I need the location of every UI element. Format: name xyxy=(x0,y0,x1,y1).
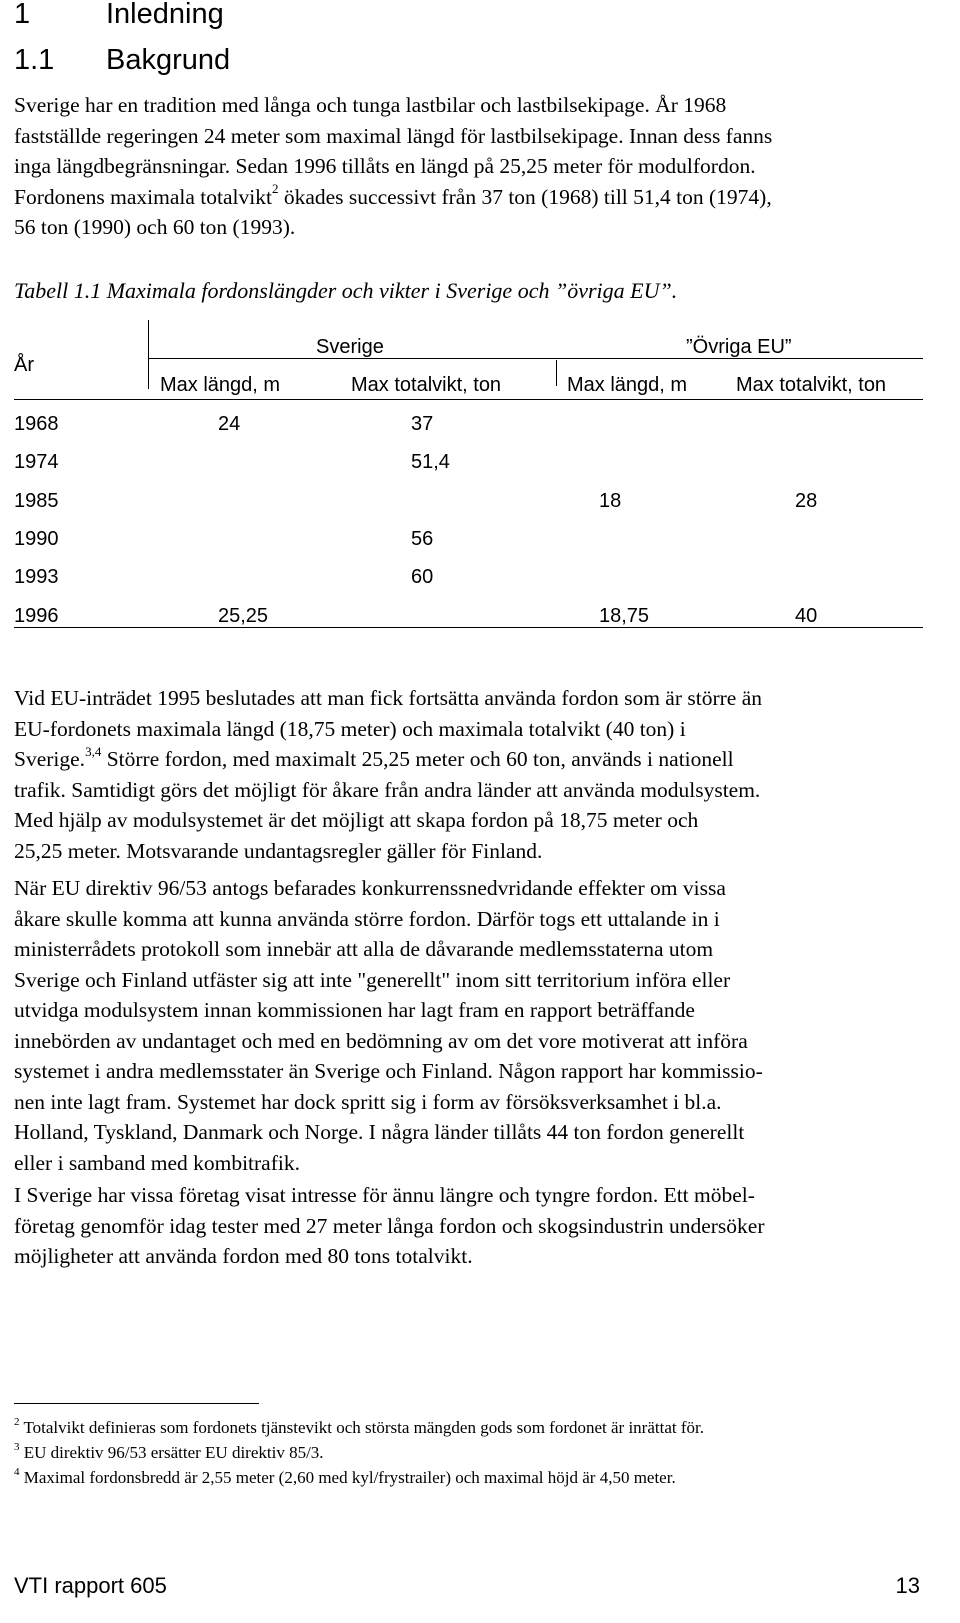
chapter-number: 1 xyxy=(14,0,31,30)
text-fragment: ökades successivt från 37 ton (1968) till 51,4 ton (1974), xyxy=(278,184,772,209)
text-line: inga längdbegränsningar. Sedan 1996 tillåts en längd på 25,25 meter för modulfordon. xyxy=(14,154,756,178)
text-line: nen inte lagt fram. Systemet har dock spritt sig i form av försöksverksamhet i bl.a. xyxy=(14,1089,722,1114)
table-cell-se-length: 24 xyxy=(218,413,241,435)
table-cell-se-weight: 37 xyxy=(411,413,434,435)
chapter-title: Inledning xyxy=(106,0,224,30)
table-cell-year: 1968 xyxy=(14,413,59,435)
table-caption: Tabell 1.1 Maximala fordonslängder och vikter i Sverige och ”övriga EU”. xyxy=(14,278,678,303)
footnote-text: Totalvikt definieras som fordonets tjänstevikt och största mängden gods som fordonet är inrättat för. xyxy=(19,1418,704,1437)
text-line: 25,25 meter. Motsvarande undantagsregler gäller för Finland. xyxy=(14,838,543,863)
footnote-2 xyxy=(14,1418,704,1438)
paragraph-longer-vehicles xyxy=(14,1180,944,1272)
text-line: Vid EU-inträdet 1995 beslutades att man fick fortsätta använda fordon som är större än xyxy=(14,686,762,710)
table-cell-eu-length: 18 xyxy=(599,490,622,512)
col-header-se-weight: Max totalvikt, ton xyxy=(351,374,502,396)
text-line: systemet i andra medlemsstater än Sverige och Finland. Någon rapport har kommissio- xyxy=(14,1059,763,1083)
report-footer: VTI rapport 605 xyxy=(14,1573,167,1598)
table-vline xyxy=(148,320,149,389)
footnote-3 xyxy=(14,1443,324,1463)
table-cell-year: 1990 xyxy=(14,528,59,550)
group-header-sverige: Sverige xyxy=(316,336,384,358)
group-header-ovriga-eu: ”Övriga EU” xyxy=(686,336,792,358)
text-line: utvidga modulsystem innan kommissionen har lagt fram en rapport beträffande xyxy=(14,998,695,1022)
table-cell-se-length: 25,25 xyxy=(218,605,269,627)
text-line: ministerrådets protokoll som innebär att alla de dåvarande medlemsstaterna utom xyxy=(14,937,714,961)
paragraph-eu-directive xyxy=(14,873,944,1178)
table-cell-se-weight: 56 xyxy=(411,528,434,550)
footnote-text: Maximal fordonsbredd är 2,55 meter (2,60 med kyl/frystrailer) och maximal höjd är 4,50 meter. xyxy=(19,1468,676,1487)
text-line: eller i samband med kombitrafik. xyxy=(14,1150,300,1175)
footnote-mark: 3 xyxy=(14,1441,20,1454)
table-cell-year: 1974 xyxy=(14,451,59,473)
footnote-separator xyxy=(14,1403,259,1404)
col-header-se-length: Max längd, m xyxy=(160,374,281,396)
table-hline xyxy=(14,399,923,400)
text-line xyxy=(14,744,944,775)
text-line: När EU direktiv 96/53 antogs befarades konkurrenssnedvridande effekter om vissa xyxy=(14,876,726,900)
text-fragment: Fordonens maximala totalvikt xyxy=(14,184,272,209)
text-fragment: Större fordon, med maximalt 25,25 meter och 60 ton, används i nationell xyxy=(101,747,734,771)
footnote-mark: 2 xyxy=(14,1416,20,1429)
col-header-eu-length: Max längd, m xyxy=(567,374,688,396)
table-vline xyxy=(556,360,557,386)
text-fragment: Sverige. xyxy=(14,747,86,771)
text-line: fastställde regeringen 24 meter som maximal längd för lastbilsekipage. Innan dess fanns xyxy=(14,123,773,148)
table-cell-eu-length: 18,75 xyxy=(599,605,650,627)
table-cell-eu-weight: 28 xyxy=(795,490,818,512)
section-number: 1.1 xyxy=(14,44,55,76)
table-cell-se-weight: 51,4 xyxy=(411,451,450,473)
col-header-eu-weight: Max totalvikt, ton xyxy=(736,374,887,396)
text-line: åkare skulle komma att kunna använda större fordon. Därför togs ett uttalande in i xyxy=(14,906,720,931)
footnote-mark: 4 xyxy=(14,1466,20,1479)
text-line: Med hjälp av modulsystemet är det möjligt att skapa fordon på 18,75 meter och xyxy=(14,808,699,832)
text-line: innebörden av undantaget och med en bedömning av om det vore motiverat att införa xyxy=(14,1028,748,1053)
footnote-ref-2[interactable]: 2 xyxy=(271,181,279,197)
year-header: År xyxy=(14,354,34,376)
table-cell-se-weight: 60 xyxy=(411,566,434,588)
text-line: I Sverige har vissa företag visat intresse för ännu längre och tyngre fordon. Ett möbel- xyxy=(14,1183,755,1207)
text-line: Sverige och Finland utfäster sig att inte "generellt" inom sitt territorium införa eller xyxy=(14,967,731,992)
text-line: Sverige har en tradition med långa och tunga lastbilar och lastbilsekipage. År 1968 xyxy=(14,93,727,117)
table-cell-year: 1985 xyxy=(14,490,59,512)
footnote-ref-3-4[interactable]: 3,4 xyxy=(85,743,102,759)
footnote-4 xyxy=(14,1468,676,1488)
table-cell-eu-weight: 40 xyxy=(795,605,818,627)
text-line: Holland, Tyskland, Danmark och Norge. I några länder tillåts 44 ton fordon generellt xyxy=(14,1120,745,1144)
footnote-text: EU direktiv 96/53 ersätter EU direktiv 85/3. xyxy=(19,1443,324,1462)
text-line: trafik. Samtidigt görs det möjligt för åkare från andra länder att använda modulsystem. xyxy=(14,777,761,802)
section-title: Bakgrund xyxy=(106,44,231,76)
text-line: 56 ton (1990) och 60 ton (1993). xyxy=(14,215,296,239)
page-number: 13 xyxy=(895,1573,920,1598)
data-table xyxy=(0,0,960,660)
paragraph-eu-entry xyxy=(14,683,944,866)
table-hline xyxy=(148,358,923,359)
text-line: företag genomför idag tester med 27 meter långa fordon och skogsindustrin undersöker xyxy=(14,1213,765,1238)
text-line: möjligheter att använda fordon med 80 tons totalvikt. xyxy=(14,1244,473,1268)
text-line: EU-fordonets maximala längd (18,75 meter) och maximala totalvikt (40 ton) i xyxy=(14,716,686,741)
table-hline xyxy=(14,627,923,628)
table-cell-year: 1993 xyxy=(14,566,59,588)
table-cell-year: 1996 xyxy=(14,605,59,627)
